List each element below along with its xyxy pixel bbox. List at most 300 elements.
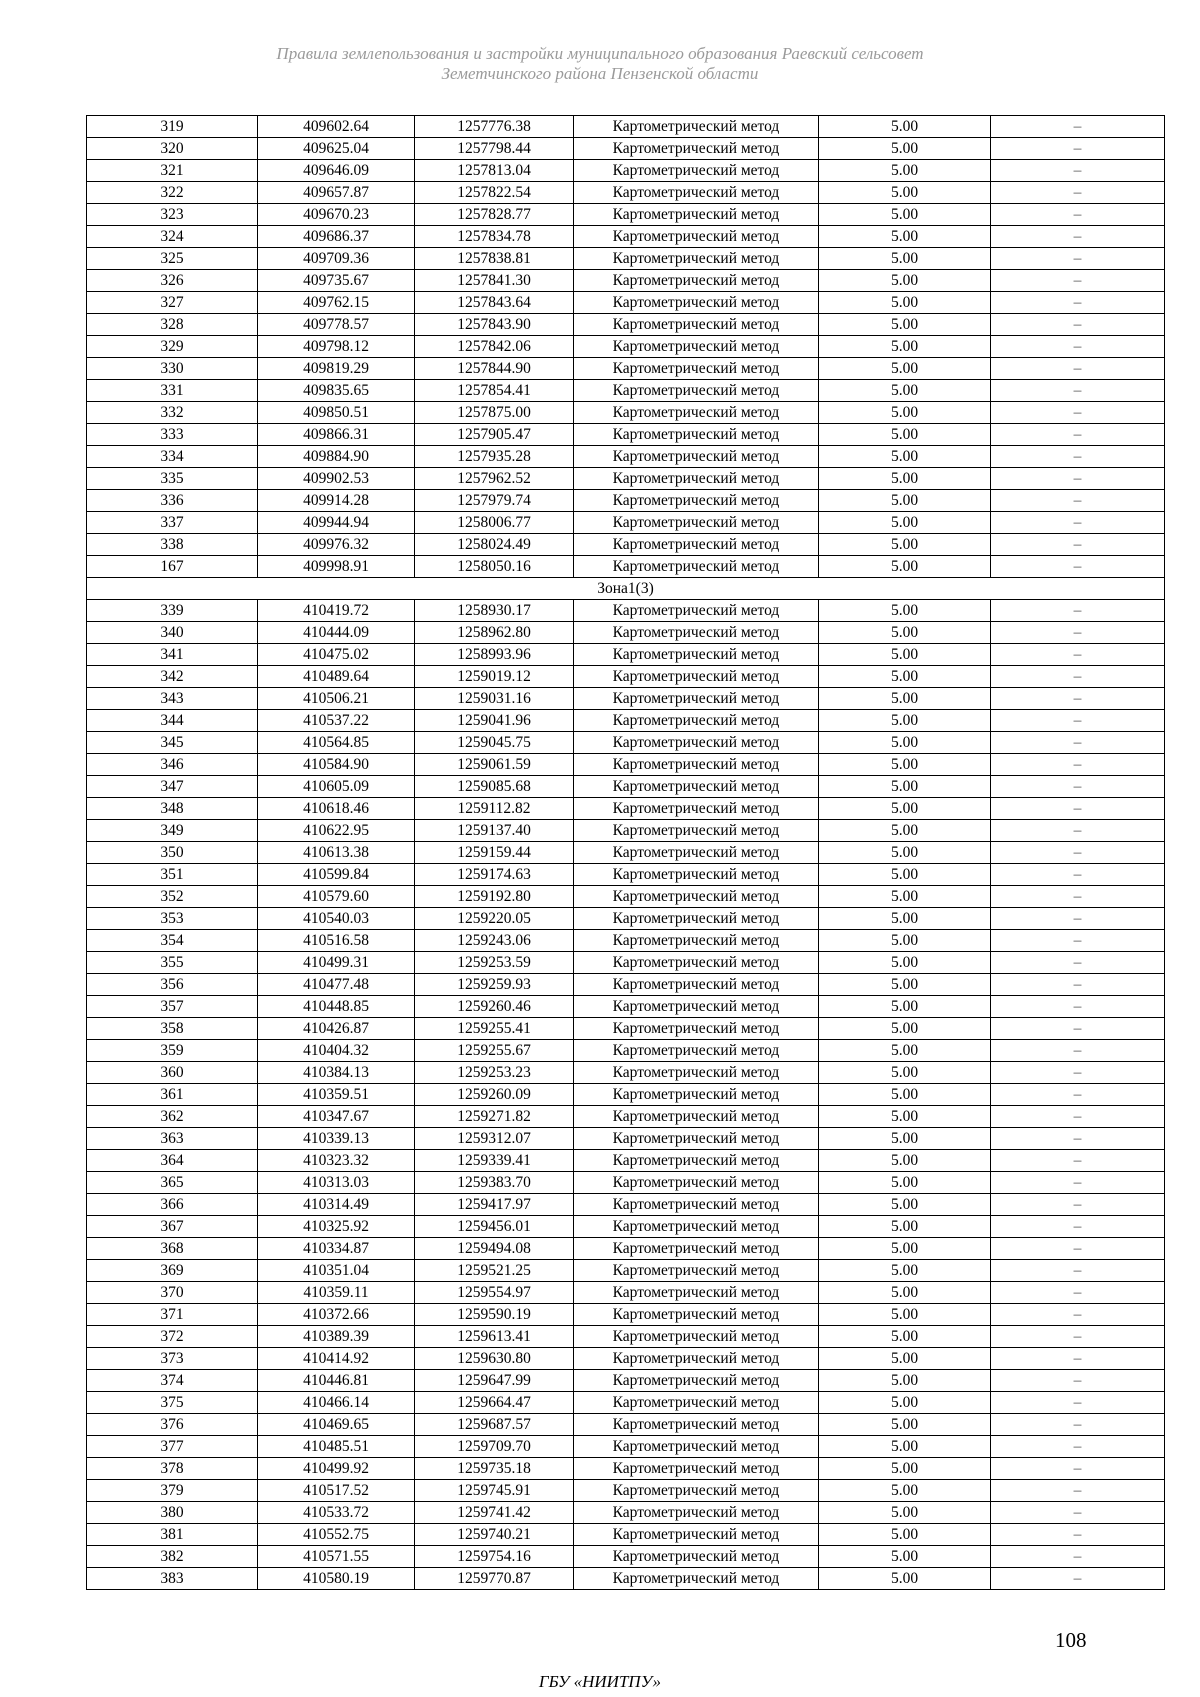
note-cell: – bbox=[991, 446, 1165, 468]
y-coordinate-cell: 1257834.78 bbox=[415, 226, 574, 248]
y-coordinate-cell: 1259339.41 bbox=[415, 1150, 574, 1172]
point-number-cell: 381 bbox=[87, 1524, 258, 1546]
x-coordinate-cell: 409625.04 bbox=[258, 138, 415, 160]
table-row bbox=[87, 358, 1165, 380]
note-cell: – bbox=[991, 292, 1165, 314]
table-row bbox=[87, 1150, 1165, 1172]
table-row bbox=[87, 930, 1165, 952]
method-cell: Картометрический метод bbox=[574, 1260, 819, 1282]
table-row bbox=[87, 1040, 1165, 1062]
x-coordinate-cell: 410599.84 bbox=[258, 864, 415, 886]
page-number: 108 bbox=[1055, 1628, 1087, 1652]
note-cell: – bbox=[991, 512, 1165, 534]
x-coordinate-cell: 409798.12 bbox=[258, 336, 415, 358]
accuracy-cell: 5.00 bbox=[819, 732, 991, 754]
point-number-cell: 375 bbox=[87, 1392, 258, 1414]
table-row bbox=[87, 1392, 1165, 1414]
table-row bbox=[87, 644, 1165, 666]
note-cell: – bbox=[991, 182, 1165, 204]
point-number-cell: 358 bbox=[87, 1018, 258, 1040]
accuracy-cell: 5.00 bbox=[819, 1282, 991, 1304]
note-cell: – bbox=[991, 996, 1165, 1018]
accuracy-cell: 5.00 bbox=[819, 820, 991, 842]
note-cell: – bbox=[991, 886, 1165, 908]
note-cell: – bbox=[991, 1260, 1165, 1282]
accuracy-cell: 5.00 bbox=[819, 1018, 991, 1040]
method-cell: Картометрический метод bbox=[574, 1172, 819, 1194]
method-cell: Картометрический метод bbox=[574, 468, 819, 490]
table-row bbox=[87, 116, 1165, 138]
header-line-2: Земетчинского района Пензенской области bbox=[441, 64, 759, 83]
method-cell: Картометрический метод bbox=[574, 160, 819, 182]
x-coordinate-cell: 410414.92 bbox=[258, 1348, 415, 1370]
table-row bbox=[87, 842, 1165, 864]
point-number-cell: 322 bbox=[87, 182, 258, 204]
y-coordinate-cell: 1258006.77 bbox=[415, 512, 574, 534]
y-coordinate-cell: 1259260.46 bbox=[415, 996, 574, 1018]
note-cell: – bbox=[991, 1392, 1165, 1414]
point-number-cell: 361 bbox=[87, 1084, 258, 1106]
point-number-cell: 352 bbox=[87, 886, 258, 908]
y-coordinate-cell: 1259740.21 bbox=[415, 1524, 574, 1546]
point-number-cell: 167 bbox=[87, 556, 258, 578]
x-coordinate-cell: 410372.66 bbox=[258, 1304, 415, 1326]
note-cell: – bbox=[991, 710, 1165, 732]
note-cell: – bbox=[991, 424, 1165, 446]
table-row bbox=[87, 1282, 1165, 1304]
table-row bbox=[87, 1370, 1165, 1392]
accuracy-cell: 5.00 bbox=[819, 468, 991, 490]
accuracy-cell: 5.00 bbox=[819, 974, 991, 996]
table-row bbox=[87, 1106, 1165, 1128]
x-coordinate-cell: 410580.19 bbox=[258, 1568, 415, 1590]
y-coordinate-cell: 1257875.00 bbox=[415, 402, 574, 424]
x-coordinate-cell: 409866.31 bbox=[258, 424, 415, 446]
method-cell: Картометрический метод bbox=[574, 1084, 819, 1106]
table-row bbox=[87, 798, 1165, 820]
point-number-cell: 376 bbox=[87, 1414, 258, 1436]
point-number-cell: 332 bbox=[87, 402, 258, 424]
note-cell: – bbox=[991, 402, 1165, 424]
table-row bbox=[87, 380, 1165, 402]
method-cell: Картометрический метод bbox=[574, 116, 819, 138]
note-cell: – bbox=[991, 842, 1165, 864]
x-coordinate-cell: 409998.91 bbox=[258, 556, 415, 578]
y-coordinate-cell: 1259709.70 bbox=[415, 1436, 574, 1458]
accuracy-cell: 5.00 bbox=[819, 952, 991, 974]
y-coordinate-cell: 1257841.30 bbox=[415, 270, 574, 292]
x-coordinate-cell: 410475.02 bbox=[258, 644, 415, 666]
note-cell: – bbox=[991, 1436, 1165, 1458]
method-cell: Картометрический метод bbox=[574, 292, 819, 314]
point-number-cell: 349 bbox=[87, 820, 258, 842]
x-coordinate-cell: 410537.22 bbox=[258, 710, 415, 732]
table-row bbox=[87, 292, 1165, 314]
y-coordinate-cell: 1259383.70 bbox=[415, 1172, 574, 1194]
accuracy-cell: 5.00 bbox=[819, 1084, 991, 1106]
table-row bbox=[87, 1194, 1165, 1216]
method-cell: Картометрический метод bbox=[574, 1282, 819, 1304]
x-coordinate-cell: 410584.90 bbox=[258, 754, 415, 776]
zone-header-row bbox=[87, 578, 1165, 600]
point-number-cell: 335 bbox=[87, 468, 258, 490]
point-number-cell: 341 bbox=[87, 644, 258, 666]
method-cell: Картометрический метод bbox=[574, 1326, 819, 1348]
y-coordinate-cell: 1259243.06 bbox=[415, 930, 574, 952]
table-row bbox=[87, 424, 1165, 446]
accuracy-cell: 5.00 bbox=[819, 1194, 991, 1216]
point-number-cell: 338 bbox=[87, 534, 258, 556]
x-coordinate-cell: 410571.55 bbox=[258, 1546, 415, 1568]
accuracy-cell: 5.00 bbox=[819, 798, 991, 820]
x-coordinate-cell: 409902.53 bbox=[258, 468, 415, 490]
method-cell: Картометрический метод bbox=[574, 600, 819, 622]
y-coordinate-cell: 1259456.01 bbox=[415, 1216, 574, 1238]
table-row bbox=[87, 138, 1165, 160]
x-coordinate-cell: 410359.51 bbox=[258, 1084, 415, 1106]
y-coordinate-cell: 1259664.47 bbox=[415, 1392, 574, 1414]
x-coordinate-cell: 410517.52 bbox=[258, 1480, 415, 1502]
y-coordinate-cell: 1257838.81 bbox=[415, 248, 574, 270]
note-cell: – bbox=[991, 1194, 1165, 1216]
method-cell: Картометрический метод bbox=[574, 1392, 819, 1414]
note-cell: – bbox=[991, 930, 1165, 952]
y-coordinate-cell: 1259045.75 bbox=[415, 732, 574, 754]
point-number-cell: 356 bbox=[87, 974, 258, 996]
accuracy-cell: 5.00 bbox=[819, 138, 991, 160]
table-row bbox=[87, 314, 1165, 336]
point-number-cell: 328 bbox=[87, 314, 258, 336]
y-coordinate-cell: 1259019.12 bbox=[415, 666, 574, 688]
method-cell: Картометрический метод bbox=[574, 1348, 819, 1370]
x-coordinate-cell: 410359.11 bbox=[258, 1282, 415, 1304]
x-coordinate-cell: 410384.13 bbox=[258, 1062, 415, 1084]
table-row bbox=[87, 710, 1165, 732]
y-coordinate-cell: 1257935.28 bbox=[415, 446, 574, 468]
y-coordinate-cell: 1259159.44 bbox=[415, 842, 574, 864]
x-coordinate-cell: 410419.72 bbox=[258, 600, 415, 622]
table-row bbox=[87, 402, 1165, 424]
table-row bbox=[87, 886, 1165, 908]
accuracy-cell: 5.00 bbox=[819, 1524, 991, 1546]
y-coordinate-cell: 1259259.93 bbox=[415, 974, 574, 996]
x-coordinate-cell: 409735.67 bbox=[258, 270, 415, 292]
method-cell: Картометрический метод bbox=[574, 336, 819, 358]
note-cell: – bbox=[991, 1326, 1165, 1348]
note-cell: – bbox=[991, 908, 1165, 930]
y-coordinate-cell: 1258050.16 bbox=[415, 556, 574, 578]
point-number-cell: 339 bbox=[87, 600, 258, 622]
method-cell: Картометрический метод bbox=[574, 490, 819, 512]
x-coordinate-cell: 410334.87 bbox=[258, 1238, 415, 1260]
accuracy-cell: 5.00 bbox=[819, 1238, 991, 1260]
note-cell: – bbox=[991, 204, 1165, 226]
note-cell: – bbox=[991, 1414, 1165, 1436]
method-cell: Картометрический метод bbox=[574, 138, 819, 160]
note-cell: – bbox=[991, 1040, 1165, 1062]
method-cell: Картометрический метод bbox=[574, 380, 819, 402]
method-cell: Картометрический метод bbox=[574, 842, 819, 864]
point-number-cell: 337 bbox=[87, 512, 258, 534]
note-cell: – bbox=[991, 138, 1165, 160]
note-cell: – bbox=[991, 1128, 1165, 1150]
method-cell: Картометрический метод bbox=[574, 930, 819, 952]
x-coordinate-cell: 409835.65 bbox=[258, 380, 415, 402]
point-number-cell: 320 bbox=[87, 138, 258, 160]
x-coordinate-cell: 410485.51 bbox=[258, 1436, 415, 1458]
y-coordinate-cell: 1259770.87 bbox=[415, 1568, 574, 1590]
note-cell: – bbox=[991, 358, 1165, 380]
x-coordinate-cell: 409850.51 bbox=[258, 402, 415, 424]
table-row bbox=[87, 996, 1165, 1018]
table-row bbox=[87, 1326, 1165, 1348]
accuracy-cell: 5.00 bbox=[819, 1348, 991, 1370]
y-coordinate-cell: 1259220.05 bbox=[415, 908, 574, 930]
x-coordinate-cell: 410426.87 bbox=[258, 1018, 415, 1040]
y-coordinate-cell: 1259253.59 bbox=[415, 952, 574, 974]
y-coordinate-cell: 1259754.16 bbox=[415, 1546, 574, 1568]
point-number-cell: 327 bbox=[87, 292, 258, 314]
point-number-cell: 324 bbox=[87, 226, 258, 248]
y-coordinate-cell: 1259137.40 bbox=[415, 820, 574, 842]
point-number-cell: 380 bbox=[87, 1502, 258, 1524]
accuracy-cell: 5.00 bbox=[819, 754, 991, 776]
x-coordinate-cell: 410404.32 bbox=[258, 1040, 415, 1062]
method-cell: Картометрический метод bbox=[574, 1568, 819, 1590]
x-coordinate-cell: 410499.92 bbox=[258, 1458, 415, 1480]
x-coordinate-cell: 410444.09 bbox=[258, 622, 415, 644]
table-row bbox=[87, 446, 1165, 468]
table-row bbox=[87, 556, 1165, 578]
note-cell: – bbox=[991, 1238, 1165, 1260]
method-cell: Картометрический метод bbox=[574, 556, 819, 578]
y-coordinate-cell: 1259590.19 bbox=[415, 1304, 574, 1326]
table-row bbox=[87, 732, 1165, 754]
table-row bbox=[87, 688, 1165, 710]
y-coordinate-cell: 1259192.80 bbox=[415, 886, 574, 908]
method-cell: Картометрический метод bbox=[574, 314, 819, 336]
table-row bbox=[87, 1128, 1165, 1150]
x-coordinate-cell: 410446.81 bbox=[258, 1370, 415, 1392]
method-cell: Картометрический метод bbox=[574, 1436, 819, 1458]
x-coordinate-cell: 409646.09 bbox=[258, 160, 415, 182]
y-coordinate-cell: 1259255.67 bbox=[415, 1040, 574, 1062]
note-cell: – bbox=[991, 1348, 1165, 1370]
y-coordinate-cell: 1257962.52 bbox=[415, 468, 574, 490]
point-number-cell: 360 bbox=[87, 1062, 258, 1084]
coordinates-table bbox=[86, 115, 1165, 1590]
x-coordinate-cell: 410477.48 bbox=[258, 974, 415, 996]
accuracy-cell: 5.00 bbox=[819, 248, 991, 270]
y-coordinate-cell: 1259647.99 bbox=[415, 1370, 574, 1392]
y-coordinate-cell: 1259613.41 bbox=[415, 1326, 574, 1348]
table-row bbox=[87, 666, 1165, 688]
y-coordinate-cell: 1257822.54 bbox=[415, 182, 574, 204]
table-row bbox=[87, 1480, 1165, 1502]
table-row bbox=[87, 776, 1165, 798]
x-coordinate-cell: 410533.72 bbox=[258, 1502, 415, 1524]
y-coordinate-cell: 1259112.82 bbox=[415, 798, 574, 820]
y-coordinate-cell: 1259031.16 bbox=[415, 688, 574, 710]
table-row bbox=[87, 952, 1165, 974]
coordinates-table-body bbox=[87, 116, 1165, 1590]
accuracy-cell: 5.00 bbox=[819, 380, 991, 402]
table-row bbox=[87, 182, 1165, 204]
method-cell: Картометрический метод bbox=[574, 644, 819, 666]
y-coordinate-cell: 1259630.80 bbox=[415, 1348, 574, 1370]
method-cell: Картометрический метод bbox=[574, 1018, 819, 1040]
point-number-cell: 357 bbox=[87, 996, 258, 1018]
method-cell: Картометрический метод bbox=[574, 886, 819, 908]
point-number-cell: 342 bbox=[87, 666, 258, 688]
header-line-1: Правила землепользования и застройки муниципального образования Раевский сельсовет bbox=[276, 44, 924, 63]
point-number-cell: 363 bbox=[87, 1128, 258, 1150]
table-row bbox=[87, 600, 1165, 622]
accuracy-cell: 5.00 bbox=[819, 930, 991, 952]
accuracy-cell: 5.00 bbox=[819, 534, 991, 556]
method-cell: Картометрический метод bbox=[574, 1546, 819, 1568]
x-coordinate-cell: 409944.94 bbox=[258, 512, 415, 534]
y-coordinate-cell: 1259271.82 bbox=[415, 1106, 574, 1128]
accuracy-cell: 5.00 bbox=[819, 1502, 991, 1524]
point-number-cell: 334 bbox=[87, 446, 258, 468]
point-number-cell: 374 bbox=[87, 1370, 258, 1392]
point-number-cell: 336 bbox=[87, 490, 258, 512]
accuracy-cell: 5.00 bbox=[819, 600, 991, 622]
note-cell: – bbox=[991, 556, 1165, 578]
table-row bbox=[87, 974, 1165, 996]
y-coordinate-cell: 1259312.07 bbox=[415, 1128, 574, 1150]
y-coordinate-cell: 1259255.41 bbox=[415, 1018, 574, 1040]
table-row bbox=[87, 1414, 1165, 1436]
point-number-cell: 321 bbox=[87, 160, 258, 182]
point-number-cell: 323 bbox=[87, 204, 258, 226]
method-cell: Картометрический метод bbox=[574, 1150, 819, 1172]
accuracy-cell: 5.00 bbox=[819, 1040, 991, 1062]
point-number-cell: 325 bbox=[87, 248, 258, 270]
x-coordinate-cell: 409778.57 bbox=[258, 314, 415, 336]
table-row bbox=[87, 1458, 1165, 1480]
accuracy-cell: 5.00 bbox=[819, 1370, 991, 1392]
table-row bbox=[87, 622, 1165, 644]
accuracy-cell: 5.00 bbox=[819, 864, 991, 886]
method-cell: Картометрический метод bbox=[574, 1216, 819, 1238]
note-cell: – bbox=[991, 1216, 1165, 1238]
table-row bbox=[87, 1304, 1165, 1326]
method-cell: Картометрический метод bbox=[574, 446, 819, 468]
x-coordinate-cell: 410347.67 bbox=[258, 1106, 415, 1128]
method-cell: Картометрический метод bbox=[574, 424, 819, 446]
accuracy-cell: 5.00 bbox=[819, 1568, 991, 1590]
table-row bbox=[87, 160, 1165, 182]
accuracy-cell: 5.00 bbox=[819, 1304, 991, 1326]
note-cell: – bbox=[991, 1304, 1165, 1326]
y-coordinate-cell: 1259687.57 bbox=[415, 1414, 574, 1436]
method-cell: Картометрический метод bbox=[574, 402, 819, 424]
point-number-cell: 382 bbox=[87, 1546, 258, 1568]
x-coordinate-cell: 409670.23 bbox=[258, 204, 415, 226]
table-row bbox=[87, 468, 1165, 490]
x-coordinate-cell: 410314.49 bbox=[258, 1194, 415, 1216]
point-number-cell: 369 bbox=[87, 1260, 258, 1282]
method-cell: Картометрический метод bbox=[574, 688, 819, 710]
table-row bbox=[87, 490, 1165, 512]
x-coordinate-cell: 409884.90 bbox=[258, 446, 415, 468]
accuracy-cell: 5.00 bbox=[819, 270, 991, 292]
table-row bbox=[87, 248, 1165, 270]
y-coordinate-cell: 1257854.41 bbox=[415, 380, 574, 402]
x-coordinate-cell: 410389.39 bbox=[258, 1326, 415, 1348]
method-cell: Картометрический метод bbox=[574, 952, 819, 974]
point-number-cell: 372 bbox=[87, 1326, 258, 1348]
method-cell: Картометрический метод bbox=[574, 248, 819, 270]
x-coordinate-cell: 410325.92 bbox=[258, 1216, 415, 1238]
footer-organization: ГБУ «НИИТПУ» bbox=[538, 1672, 662, 1691]
note-cell: – bbox=[991, 226, 1165, 248]
table-row bbox=[87, 336, 1165, 358]
table-row bbox=[87, 1018, 1165, 1040]
table-row bbox=[87, 1172, 1165, 1194]
point-number-cell: 346 bbox=[87, 754, 258, 776]
accuracy-cell: 5.00 bbox=[819, 204, 991, 226]
y-coordinate-cell: 1258962.80 bbox=[415, 622, 574, 644]
x-coordinate-cell: 410579.60 bbox=[258, 886, 415, 908]
method-cell: Картометрический метод bbox=[574, 534, 819, 556]
note-cell: – bbox=[991, 490, 1165, 512]
accuracy-cell: 5.00 bbox=[819, 490, 991, 512]
zone-header-cell: Зона1(3) bbox=[87, 578, 1165, 600]
document-header bbox=[0, 44, 1200, 84]
note-cell: – bbox=[991, 160, 1165, 182]
accuracy-cell: 5.00 bbox=[819, 996, 991, 1018]
note-cell: – bbox=[991, 1546, 1165, 1568]
table-row bbox=[87, 1084, 1165, 1106]
point-number-cell: 370 bbox=[87, 1282, 258, 1304]
table-row bbox=[87, 1238, 1165, 1260]
accuracy-cell: 5.00 bbox=[819, 908, 991, 930]
y-coordinate-cell: 1259260.09 bbox=[415, 1084, 574, 1106]
method-cell: Картометрический метод bbox=[574, 754, 819, 776]
note-cell: – bbox=[991, 380, 1165, 402]
method-cell: Картометрический метод bbox=[574, 1370, 819, 1392]
method-cell: Картометрический метод bbox=[574, 512, 819, 534]
y-coordinate-cell: 1259061.59 bbox=[415, 754, 574, 776]
point-number-cell: 340 bbox=[87, 622, 258, 644]
accuracy-cell: 5.00 bbox=[819, 1326, 991, 1348]
method-cell: Картометрический метод bbox=[574, 226, 819, 248]
note-cell: – bbox=[991, 1084, 1165, 1106]
note-cell: – bbox=[991, 1370, 1165, 1392]
x-coordinate-cell: 410448.85 bbox=[258, 996, 415, 1018]
note-cell: – bbox=[991, 820, 1165, 842]
note-cell: – bbox=[991, 732, 1165, 754]
accuracy-cell: 5.00 bbox=[819, 842, 991, 864]
table-row bbox=[87, 864, 1165, 886]
table-row bbox=[87, 1436, 1165, 1458]
point-number-cell: 383 bbox=[87, 1568, 258, 1590]
point-number-cell: 350 bbox=[87, 842, 258, 864]
x-coordinate-cell: 410613.38 bbox=[258, 842, 415, 864]
accuracy-cell: 5.00 bbox=[819, 446, 991, 468]
point-number-cell: 319 bbox=[87, 116, 258, 138]
point-number-cell: 367 bbox=[87, 1216, 258, 1238]
note-cell: – bbox=[991, 798, 1165, 820]
note-cell: – bbox=[991, 248, 1165, 270]
point-number-cell: 333 bbox=[87, 424, 258, 446]
method-cell: Картометрический метод bbox=[574, 1480, 819, 1502]
method-cell: Картометрический метод bbox=[574, 666, 819, 688]
accuracy-cell: 5.00 bbox=[819, 1172, 991, 1194]
